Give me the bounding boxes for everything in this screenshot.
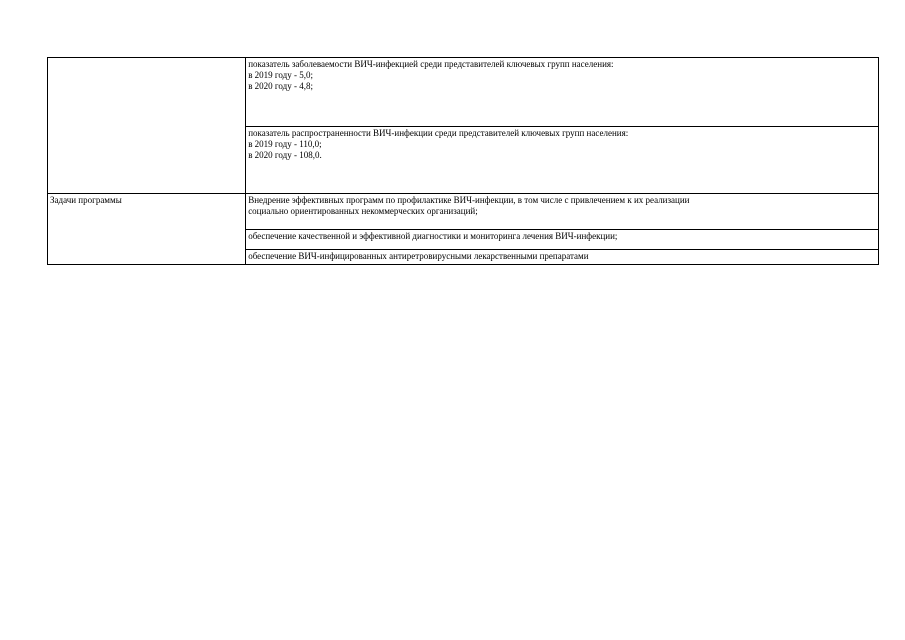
task-item-2 — [246, 230, 879, 250]
prevalence-heading: показатель распространенности ВИЧ-инфекции среди представителей ключевых групп населения: — [248, 128, 629, 138]
label-cell-empty — [48, 58, 246, 127]
program-table — [47, 57, 879, 265]
table-row — [48, 58, 879, 127]
task-item-1 — [246, 194, 879, 230]
table-row — [48, 127, 879, 194]
prevalence-2020: в 2020 году - 108,0. — [248, 150, 322, 160]
task-item-1-line-2: социально ориентированных некоммерческих организаций; — [248, 206, 478, 216]
task-item-1-line-1: Внедрение эффективных программ по профилактике ВИЧ-инфекции, в том числе с привлечением к их реализации — [248, 195, 690, 205]
task-item-3 — [246, 250, 879, 265]
tasks-label-cell — [48, 194, 246, 265]
tasks-label: Задачи программы — [50, 195, 122, 205]
prevalence-2019: в 2019 году - 110,0; — [248, 139, 322, 149]
incidence-2019: в 2019 году - 5,0; — [248, 70, 313, 80]
label-cell-empty — [48, 127, 246, 194]
incidence-cell — [246, 58, 879, 127]
incidence-heading: показатель заболеваемости ВИЧ-инфекцией среди представителей ключевых групп населения: — [248, 59, 614, 69]
table-row — [48, 194, 879, 230]
incidence-2020: в 2020 году - 4,8; — [248, 81, 313, 91]
task-item-2-text: обеспечение качественной и эффективной диагностики и мониторинга лечения ВИЧ-инфекции; — [248, 231, 618, 241]
task-item-3-text: обеспечение ВИЧ-инфицированных антиретровирусными лекарственными препаратами — [248, 251, 589, 261]
prevalence-cell — [246, 127, 879, 194]
